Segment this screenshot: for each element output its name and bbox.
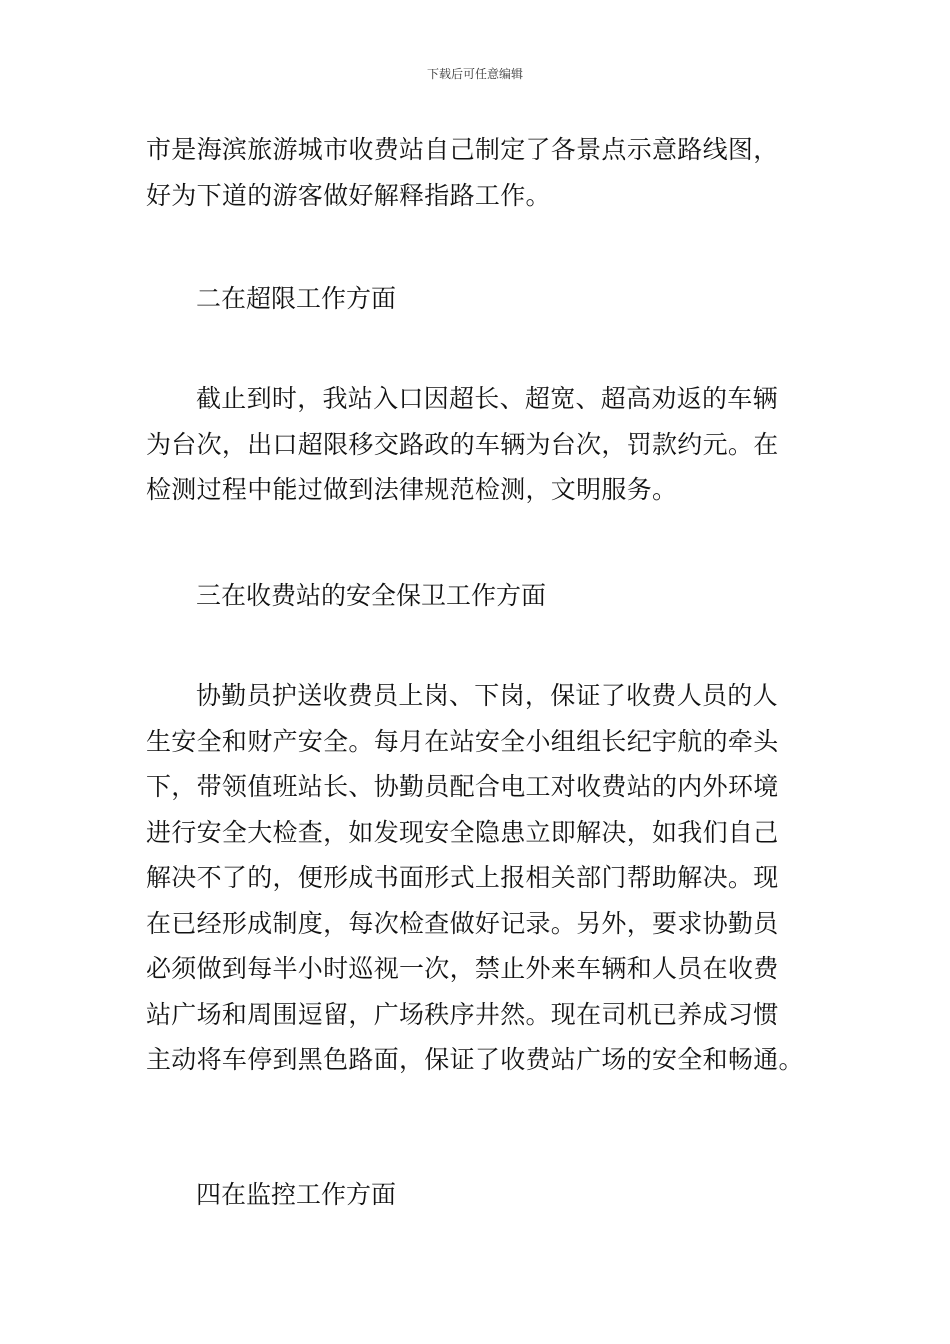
paragraph-line: 主动将车停到黑色路面，保证了收费站广场的安全和畅通。 [146,1045,804,1074]
section-heading-overlimit: 二在超限工作方面 [196,284,397,313]
paragraph-line: 截止到时，我站入口因超长、超宽、超高劝返的车辆 [196,384,778,413]
paragraph-line: 为台次，出口超限移交路政的车辆为台次，罚款约元。在 [146,429,779,459]
paragraph-line: 站广场和周围逗留，广场秩序井然。现在司机已养成习惯 [146,999,779,1029]
paragraph-line: 下，带领值班站长、协勤员配合电工对收费站的内外环境 [146,772,779,801]
section-heading-monitoring: 四在监控工作方面 [196,1180,397,1209]
paragraph-line: 协勤员护送收费员上岗、下岗，保证了收费人员的人 [196,681,778,710]
paragraph-overlimit [146,376,811,513]
paragraph-line: 生安全和财产安全。每月在站安全小组组长纪宇航的牵头 [146,726,779,756]
paragraph-line: 市是海滨旅游城市收费站自己制定了各景点示意路线图， [146,135,779,164]
page-header: 下载后可任意编辑 [426,67,523,81]
paragraph-line: 检测过程中能过做到法律规范检测，文明服务。 [146,475,678,504]
section-heading-security: 三在收费站的安全保卫工作方面 [196,581,547,610]
paragraph-line: 进行安全大检查，如发现安全隐患立即解决，如我们自己 [146,817,779,847]
paragraph-security [146,673,811,1083]
paragraph-line: 必须做到每半小时巡视一次，禁止外来车辆和人员在收费 [146,954,779,983]
paragraph-line: 在已经形成制度，每次检查做好记录。另外，要求协勤员 [146,908,779,938]
paragraph-line: 解决不了的，便形成书面形式上报相关部门帮助解决。现 [146,863,779,892]
paragraph-intro [146,127,811,218]
paragraph-line: 好为下道的游客做好解释指路工作。 [146,180,551,210]
